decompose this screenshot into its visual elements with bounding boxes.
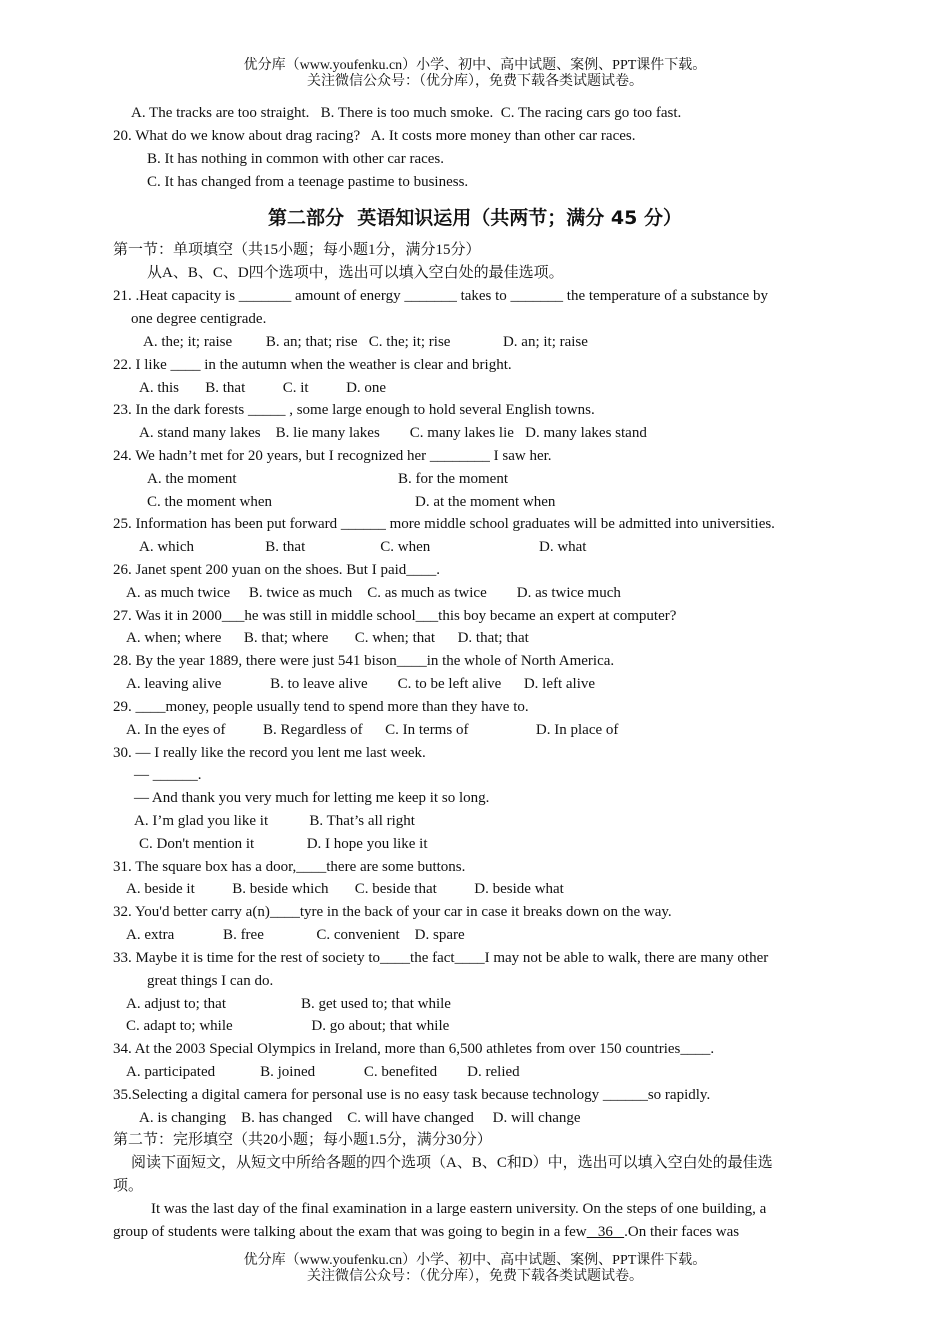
q32-stem: 32. You'd better carry a(n)____tyre in the back of your car in case it breaks down on the way. <box>113 904 672 920</box>
page-header <box>0 58 950 90</box>
passage-line-2-end: .On their faces was <box>624 1224 740 1240</box>
q26-stem: 26. Janet spent 200 yuan on the shoes. But I paid____. <box>113 562 441 578</box>
q23-stem: 23. In the dark forests _____ , some large enough to hold several English towns. <box>113 402 595 418</box>
q34-stem: 34. At the 2003 Special Olympics in Ireland, more than 6,500 athletes from over 150 countries____. <box>113 1041 715 1057</box>
q33-stem-cont: great things I can do. <box>147 973 274 989</box>
part2-title: 第二部分 英语知识运用（共两节；满分 45 分） <box>268 207 682 229</box>
q34-options: A. participated B. joined C. benefited D. relied <box>126 1064 520 1080</box>
q19-options: A. The tracks are too straight. B. There is too much smoke. C. The racing cars go too fast. <box>131 105 682 121</box>
q20-option-b: B. It has nothing in common with other car races. <box>147 151 445 167</box>
section2-instruction: 阅读下面短文，从短文中所给各题的四个选项（A、B、C和D）中，选出可以填入空白处的最佳选 <box>131 1155 773 1171</box>
q20-stem: 20. What do we know about drag racing? A. It costs more money than other car races. <box>113 128 636 144</box>
q32-options: A. extra B. free C. convenient D. spare <box>126 927 465 943</box>
q27-stem: 27. Was it in 2000___he was still in middle school___this boy became an expert at computer? <box>113 608 677 624</box>
q24-stem: 24. We hadn’t met for 20 years, but I recognized her ________ I saw her. <box>113 448 552 464</box>
q24-option-b: B. for the moment <box>398 471 508 487</box>
q31-options: A. beside it B. beside which C. beside that D. beside what <box>126 881 564 897</box>
q24-option-a: A. the moment <box>147 471 237 487</box>
q33-options-ab: A. adjust to; that B. get used to; that while <box>126 996 451 1012</box>
q22-stem: 22. I like ____ in the autumn when the weather is clear and bright. <box>113 357 512 373</box>
header-line-2: 关注微信公众号：（优分库），免费下载各类试题试卷。 <box>307 74 643 89</box>
q33-stem: 33. Maybe it is time for the rest of society to____the fact____I may not be able to walk, there are many other <box>113 950 769 966</box>
section2-heading: 第二节：完形填空（共20小题；每小题1.5分，满分30分） <box>113 1132 492 1148</box>
section1-instruction: 从A、B、C、D四个选项中，选出可以填入空白处的最佳选项。 <box>147 265 564 281</box>
q29-stem: 29. ____money, people usually tend to spend more than they have to. <box>113 699 529 715</box>
q28-options: A. leaving alive B. to leave alive C. to be left alive D. left alive <box>126 676 596 692</box>
blank-36: 36 <box>586 1224 625 1240</box>
q30-stem: 30. — I really like the record you lent me last week. <box>113 745 426 761</box>
q24-option-c: C. the moment when <box>147 494 272 510</box>
q23-options: A. stand many lakes B. lie many lakes C. many lakes lie D. many lakes stand <box>139 425 647 441</box>
passage-line-2-start: group of students were talking about the exam that was going to begin in a few <box>113 1224 587 1240</box>
q29-options: A. In the eyes of B. Regardless of C. In terms of D. In place of <box>126 722 619 738</box>
passage-line-1: It was the last day of the final examination in a large eastern university. On the steps of one building, a <box>151 1201 767 1217</box>
q21-stem: 21. .Heat capacity is _______ amount of energy _______ takes to _______ the temperature of a substance by <box>113 288 768 304</box>
q30-options-cd: C. Don't mention it D. I hope you like it <box>139 836 428 852</box>
q35-stem: 35.Selecting a digital camera for personal use is no easy task because technology ______so rapidly. <box>113 1087 711 1103</box>
q30-options-ab: A. I’m glad you like it B. That’s all right <box>134 813 415 829</box>
q20-option-c: C. It has changed from a teenage pastime to business. <box>147 174 469 190</box>
footer-line-1: 优分库（www.youfenku.cn）小学、初中、高中试题、案例、PPT课件下载。 <box>243 1253 707 1268</box>
header-line-1: 优分库（www.youfenku.cn）小学、初中、高中试题、案例、PPT课件下载。 <box>243 58 707 73</box>
q25-options: A. which B. that C. when D. what <box>139 539 587 555</box>
q25-stem: 25. Information has been put forward ______ more middle school graduates will be admitted into universities. <box>113 516 775 532</box>
q33-options-cd: C. adapt to; while D. go about; that while <box>126 1018 450 1034</box>
q30-dialog-2: — ______. <box>134 767 202 783</box>
q26-options: A. as much twice B. twice as much C. as much as twice D. as twice much <box>126 585 621 601</box>
q27-options: A. when; where B. that; where C. when; that D. that; that <box>126 630 529 646</box>
footer-line-2: 关注微信公众号：（优分库），免费下载各类试题试卷。 <box>307 1269 643 1284</box>
q21-stem-cont: one degree centigrade. <box>131 311 267 327</box>
q30-dialog-3: — And thank you very much for letting me keep it so long. <box>134 790 490 806</box>
q31-stem: 31. The square box has a door,____there are some buttons. <box>113 859 466 875</box>
q28-stem: 28. By the year 1889, there were just 541 bison____in the whole of North America. <box>113 653 615 669</box>
q24-option-d: D. at the moment when <box>415 494 556 510</box>
section2-instruction-cont: 项。 <box>113 1178 144 1194</box>
passage-line-2 <box>113 1222 739 1242</box>
q22-options: A. this B. that C. it D. one <box>139 380 387 396</box>
q21-options: A. the; it; raise B. an; that; rise C. the; it; rise D. an; it; raise <box>143 334 588 350</box>
q35-options: A. is changing B. has changed C. will have changed D. will change <box>139 1110 581 1126</box>
section1-heading: 第一节：单项填空（共15小题；每小题1分，满分15分） <box>113 242 481 258</box>
page-footer <box>0 1253 950 1285</box>
